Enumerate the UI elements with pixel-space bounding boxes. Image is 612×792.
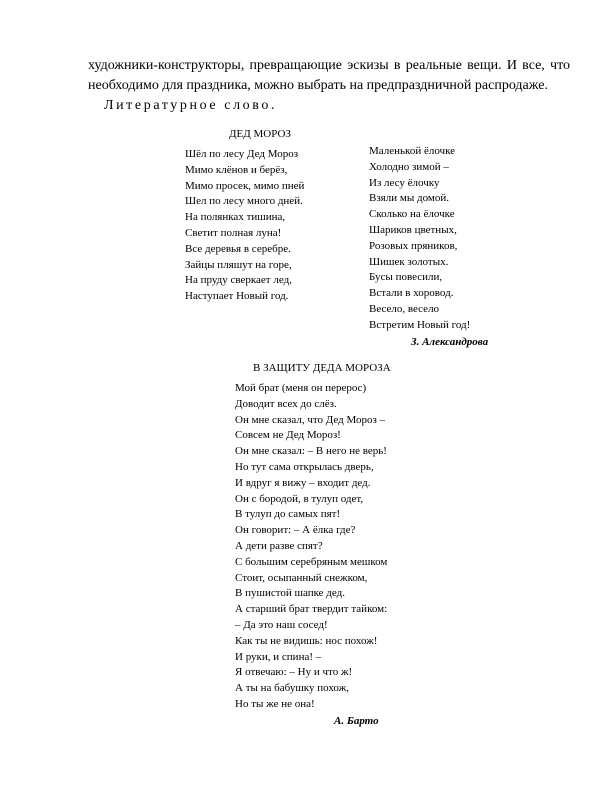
poem-line: И руки, и спина! – [235,650,322,663]
poem-line: И вдруг я вижу – входит дед. [235,476,371,489]
poem-line: Бусы повесили, [369,271,443,284]
poem2-title: В ЗАЩИТУ ДЕДА МОРОЗА [253,362,391,374]
poem1-left-column [185,147,304,305]
poem-line: Он мне сказал, что Дед Мороз – [235,413,386,426]
poem-line: Розовых пряников, [369,239,458,252]
poem-line: С большим серебряным мешком [235,555,388,568]
poem-line: Шел по лесу много дней. [185,195,303,208]
poem-line: Но ты же не она! [235,697,315,710]
poem-line: Наступает Новый год. [185,290,289,303]
poem-line: Стоит, осыпанный снежком, [235,571,368,584]
poem-line: А ты на бабушку похож, [235,682,349,695]
poem-line: Я отвечаю: – Ну и что ж! [235,666,353,679]
intro-line-2: необходимо для праздника, можно выбрать на предпраздничной распродаже. [88,78,548,93]
poem-line: Весело, весело [369,302,440,315]
poem-line: Из лесу ёлочку [369,176,440,189]
section-heading: Литературное слово. [104,98,278,113]
poem-line: Шариков цветных, [369,223,457,236]
intro-line-1: художники-конструкторы, превращающие эскизы в реальные вещи. И все, что [88,58,570,73]
poem2-column [235,381,387,713]
poem-line: Холодно зимой – [369,160,449,173]
poem-line: Он с бородой, в тулуп одет, [235,492,364,505]
poem-line: Взяли мы домой. [369,192,449,205]
poem-line: А старший брат твердит тайком: [235,603,388,616]
poem-line: Он мне сказал: – В него не верь! [235,445,387,458]
poem-line: В тулуп до самых пят! [235,508,341,521]
poem-line: Мимо просек, мимо пней [185,179,305,192]
poem-line: Шишек золотых. [369,255,449,268]
poem-line: Зайцы пляшут на горе, [185,258,292,271]
poem-line: Но тут сама открылась дверь, [235,460,374,473]
poem-line: Доводит всех до слёз. [235,397,337,410]
poem-line: Мой брат (меня он перерос) [235,382,367,394]
poem-line: Сколько на ёлочке [369,208,455,221]
poem1-title: ДЕД МОРОЗ [229,128,291,140]
poem-line: – Да это наш сосед! [235,618,328,631]
poem-line: Светит полная луна! [185,226,282,239]
poem-line: На пруду сверкает лед, [185,274,292,287]
poem-line: Мимо клёнов и берёз, [185,163,288,176]
poem-line: На полянках тишина, [185,211,286,224]
poem-line: Встали в хоровод. [369,287,454,300]
poem-line: Он говорит: – А ёлка где? [235,524,356,537]
poem2-author: А. Барто [334,715,379,727]
poem1-right-column [369,144,470,334]
poem-line: Маленькой ёлочке [369,145,456,157]
poem-line: Шёл по лесу Дед Мороз [185,148,299,160]
intro-paragraph [88,56,570,96]
poem-line: Как ты не видишь: нос похож! [235,634,378,647]
poem-line: В пушистой шапке дед. [235,587,345,600]
poem-line: Встретим Новый год! [369,318,471,331]
poem1-author: З. Александрова [411,336,489,348]
poem-line: Совсем не Дед Мороз! [235,429,341,442]
poem-line: Все деревья в серебре. [185,242,291,255]
poem-line: А дети разве спят? [235,539,323,552]
